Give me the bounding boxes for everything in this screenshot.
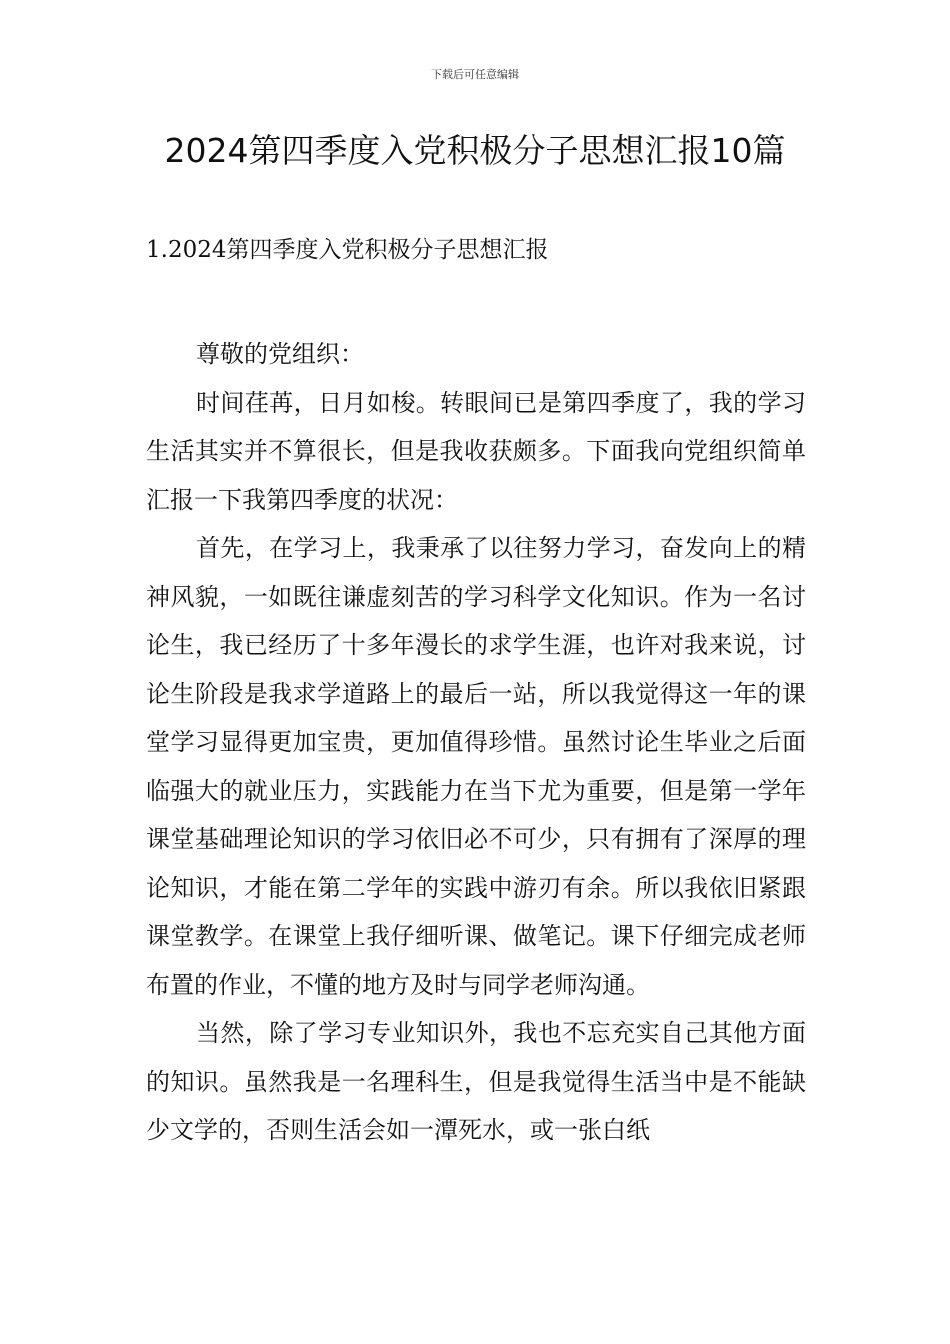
- salutation: 尊敬的党组织：: [196, 340, 364, 368]
- paragraph-2: 首先，在学习上，我秉承了以往努力学习，奋发向上的精神风貌，一如既往谦虚刻苦的学习科学文化知识。作为一名讨论生，我已经历了十多年漫长的求学生涯，也许对我来说，讨论生阶段是我求学道路上的最后一站，所以我觉得这一年的课堂学习显得更加宝贵，更加值得珍惜。虽然讨论生毕业之后面临强大的就业压力，实践能力在当下尤为重要，但是第一学年课堂基础理论知识的学习依旧必不可少，只有拥有了深厚的理论知识，才能在第二学年的实践中游刃有余。所以我依旧紧跟课堂教学。在课堂上我仔细听课、做笔记。课下仔细完成老师布置的作业，不懂的地方及时与同学老师沟通。: [146, 534, 806, 999]
- section-heading: 1.2024第四季度入党积极分子思想汇报: [146, 237, 549, 263]
- header-note: 下载后可任意编辑: [431, 68, 519, 81]
- paragraph-1: 时间荏苒，日月如梭。转眼间已是第四季度了，我的学习生活其实并不算很长，但是我收获颇多。下面我向党组织简单汇报一下我第四季度的状况：: [146, 388, 806, 514]
- body-text: [146, 330, 806, 1155]
- document-title: 2024第四季度入党积极分子思想汇报10篇: [164, 131, 786, 170]
- paragraph-3: 当然，除了学习专业知识外，我也不忘充实自己其他方面的知识。虽然我是一名理科生，但是我觉得生活当中是不能缺少文学的，否则生活会如一潭死水，或一张白纸: [146, 1019, 806, 1144]
